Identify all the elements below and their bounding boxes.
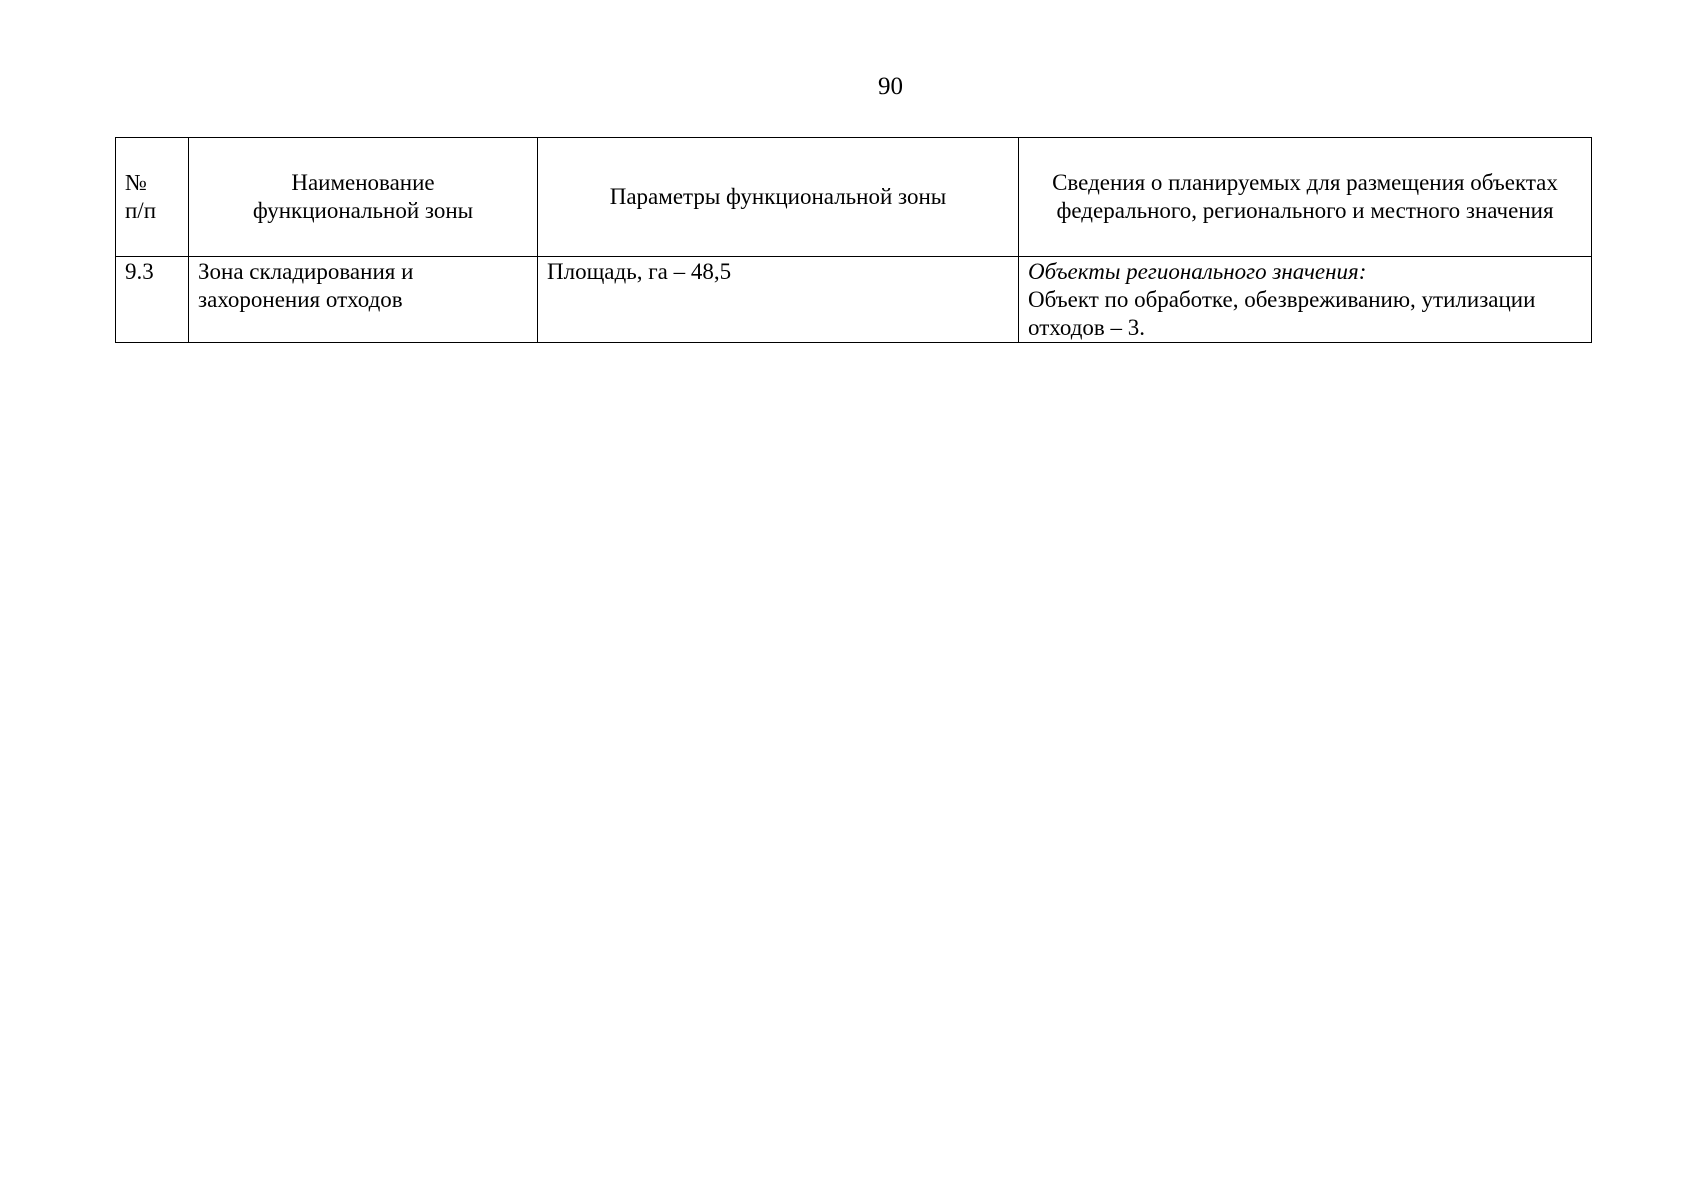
header-zone-name: Наименование функциональной зоны: [189, 138, 538, 257]
table-body: [116, 257, 1592, 343]
page-number: 90: [878, 73, 903, 100]
objects-text: Объект по обработке, обезвреживанию, утилизации отходов – 3.: [1028, 287, 1536, 340]
row-number: 9.3: [116, 257, 189, 343]
table-header: [116, 138, 1592, 257]
table-header-row: [116, 138, 1592, 257]
header-zone-parameters: Параметры функциональной зоны: [538, 138, 1019, 257]
row-zone-parameters: Площадь, га – 48,5: [538, 257, 1019, 343]
header-number: № п/п: [116, 138, 189, 257]
row-planned-objects: [1019, 257, 1592, 343]
table-row: [116, 257, 1592, 343]
row-zone-name: Зона складирования и захоронения отходов: [189, 257, 538, 343]
objects-heading: Объекты регионального значения:: [1028, 259, 1367, 284]
header-planned-objects: Сведения о планируемых для размещения объектах федерального, регионального и местного значения: [1019, 138, 1592, 257]
functional-zones-table: [115, 137, 1592, 343]
